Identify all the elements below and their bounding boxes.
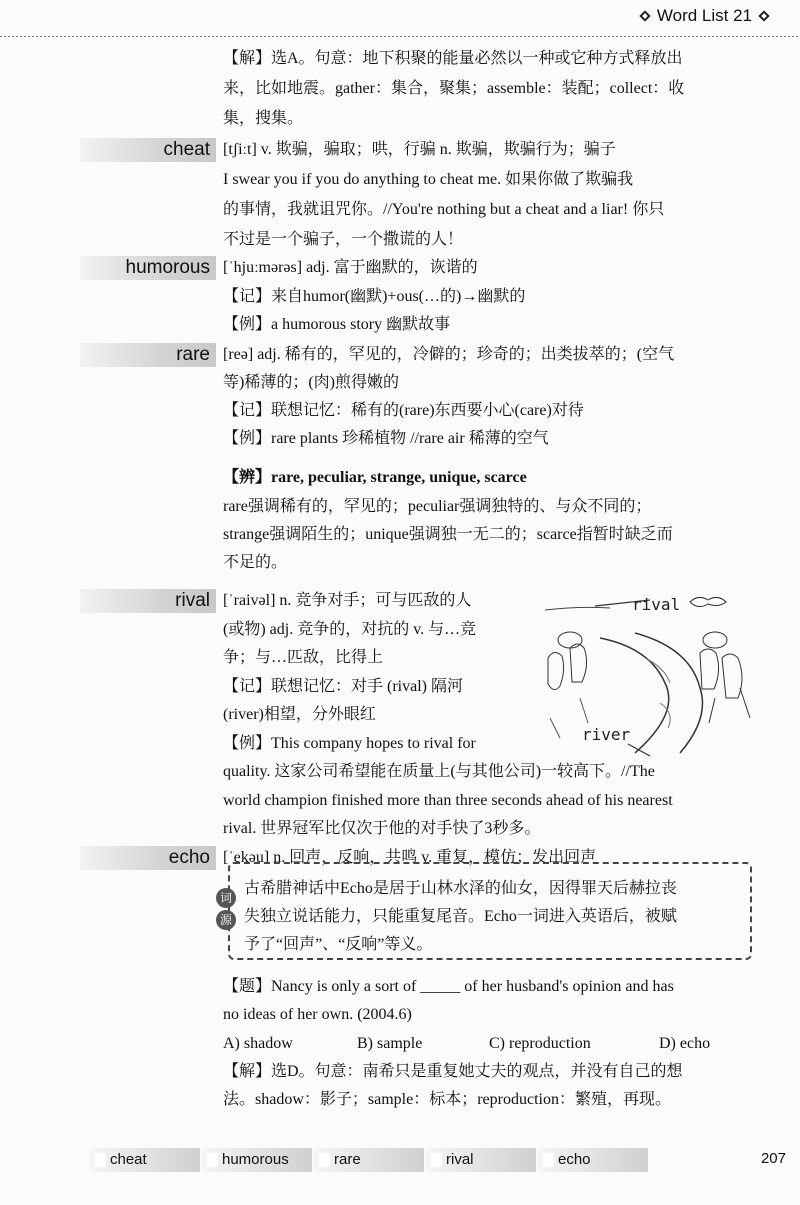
echo-option-c: C) reproduction — [489, 1035, 591, 1052]
echo-etymology-3: 予了“回声”、“反响”等义。 — [244, 936, 433, 953]
header-title — [639, 6, 770, 26]
footer-word-rare: rare — [314, 1148, 424, 1172]
footer-word-strip — [90, 1148, 790, 1172]
echo-option-a: A) shadow — [223, 1035, 293, 1052]
echo-question-1: 【题】Nancy is only a sort of _____ of her husband's opinion and has — [223, 978, 674, 995]
headword-echo: echo — [80, 846, 216, 870]
headword-cheat: cheat — [80, 138, 216, 162]
echo-definition: [ˈekəu] n. 回声，反响，共鸣 v. 重复，模仿；发出回声 — [223, 849, 597, 866]
etymology-badge-ci: 词 — [216, 888, 236, 908]
rare-distinction-2: strange强调陌生的；unique强调独一无二的；scarce指暂时缺乏而 — [223, 526, 673, 543]
rival-line-1: [ˈraivəl] n. 竞争对手；可与匹敌的人 — [223, 592, 472, 609]
footer-word-humorous: humorous — [202, 1148, 312, 1172]
etymology-badge-yuan: 源 — [216, 910, 236, 930]
page-number: 207 — [760, 1150, 786, 1167]
rare-definition-2: 等)稀薄的；(肉)煎得嫩的 — [223, 374, 399, 391]
rare-distinction-1: rare强调稀有的，罕见的；peculiar强调独特的、与众不同的； — [223, 498, 652, 515]
word-list-label: Word List 21 — [656, 6, 752, 25]
echo-option-b: B) sample — [357, 1035, 423, 1052]
diamond-icon — [639, 10, 651, 22]
rival-line-2: (或物) adj. 竞争的，对抗的 v. 与…竞 — [223, 621, 477, 638]
echo-option-d: D) echo — [659, 1035, 711, 1052]
page-header — [0, 0, 800, 40]
echo-etymology-2: 失独立说话能力，只能重复尾音。Echo一词进入英语后，被赋 — [244, 908, 677, 925]
footer-word-cheat: cheat — [90, 1148, 200, 1172]
cheat-example-3: 不过是一个骗子，一个撒谎的人！ — [223, 231, 464, 248]
rare-example: 【例】rare plants 珍稀植物 //rare air 稀薄的空气 — [223, 430, 549, 447]
prev-answer-line-2: 来，比如地震。gather：集合，聚集；assemble：装配；collect：收 — [223, 80, 685, 97]
humorous-memory: 【记】来自humor(幽默)+ous(…的)→幽默的 — [223, 288, 526, 305]
echo-answer-1: 【解】选D。句意：南希只是重复她丈夫的观点，并没有自己的想 — [223, 1063, 683, 1080]
rare-distinction-3: 不足的。 — [223, 554, 288, 571]
headword-rare: rare — [80, 343, 216, 367]
humorous-definition: [ˈhjuːmərəs] adj. 富于幽默的，诙谐的 — [223, 259, 478, 276]
rival-river-illustration — [540, 588, 758, 758]
echo-answer-2: 法。shadow：影子；sample：标本；reproduction：繁殖，再现。 — [223, 1091, 671, 1108]
rare-memory: 【记】联想记忆：稀有的(rare)东西要小心(care)对待 — [223, 402, 584, 419]
echo-question-2: no ideas of her own. (2004.6) — [223, 1006, 412, 1023]
cheat-definition: [tʃiːt] v. 欺骗，骗取；哄，行骗 n. 欺骗，欺骗行为；骗子 — [223, 141, 616, 158]
rival-line-7: quality. 这家公司希望能在质量上(与其他公司)一较高下。//The — [223, 763, 655, 780]
rival-line-6: 【例】This company hopes to rival for — [223, 735, 476, 752]
headword-humorous: humorous — [80, 256, 216, 280]
footer-word-echo: echo — [538, 1148, 648, 1172]
headword-rival: rival — [80, 589, 216, 613]
rival-line-5: (river)相望，分外眼红 — [223, 706, 376, 723]
rival-line-3: 争；与…匹敌，比得上 — [223, 649, 384, 666]
rival-line-9: rival. 世界冠军比仅次于他的对手快了3秒多。 — [223, 820, 541, 837]
cheat-example-1: I swear you if you do anything to cheat me. 如果你做了欺骗我 — [223, 171, 634, 188]
footer-word-rival: rival — [426, 1148, 536, 1172]
prev-answer-line-3: 集，搜集。 — [223, 110, 304, 127]
rare-definition-1: [reə] adj. 稀有的，罕见的，冷僻的；珍奇的；出类拔萃的；(空气 — [223, 346, 675, 363]
diamond-icon — [758, 10, 770, 22]
header-rule — [0, 36, 800, 37]
rare-distinction-head: 【辨】rare, peculiar, strange, unique, scarce — [223, 469, 527, 486]
prev-answer-line-1: 【解】选A。句意：地下积聚的能量必然以一种或它种方式释放出 — [223, 50, 683, 67]
humorous-example: 【例】a humorous story 幽默故事 — [223, 316, 451, 333]
rival-line-4: 【记】联想记忆：对手 (rival) 隔河 — [223, 678, 463, 695]
echo-etymology-1: 古希腊神话中Echo是居于山林水泽的仙女，因得罪天后赫拉丧 — [244, 880, 677, 897]
rival-line-8: world champion finished more than three seconds ahead of his nearest — [223, 792, 673, 809]
illustration-rival-label: rival — [632, 595, 681, 614]
cheat-example-2: 的事情，我就诅咒你。//You're nothing but a cheat and a liar! 你只 — [223, 201, 665, 218]
illustration-river-label: river — [582, 725, 631, 744]
